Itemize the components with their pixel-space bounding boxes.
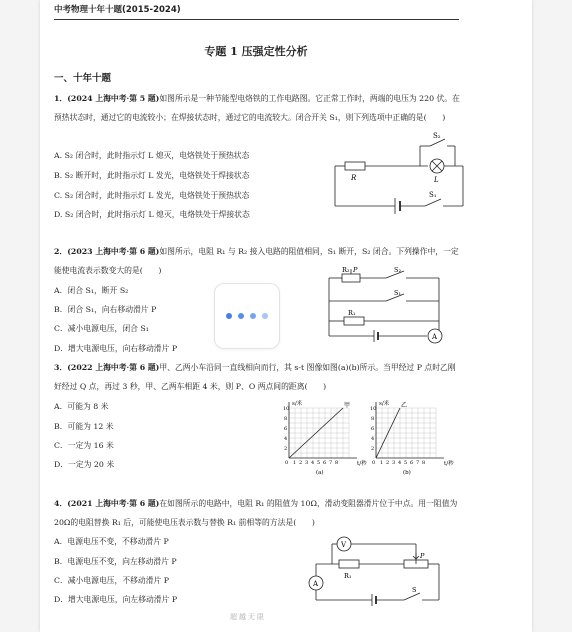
- svg-text:6: 6: [284, 426, 288, 432]
- svg-text:6: 6: [323, 460, 327, 466]
- svg-text:0: 0: [372, 460, 376, 466]
- loading-dot-1: [226, 313, 232, 319]
- q3b-series-label: 乙: [401, 402, 408, 409]
- question-1-option-c: C. S₂ 闭合时，此时指示灯 L 发光，电烙铁处于预热状态: [54, 191, 250, 200]
- svg-text:4: 4: [371, 436, 375, 442]
- svg-text:7: 7: [329, 460, 333, 466]
- loading-dot-3: [250, 313, 256, 319]
- svg-text:2: 2: [371, 446, 375, 452]
- svg-text:2: 2: [284, 446, 288, 452]
- q1-label-s2: S₂: [433, 132, 441, 140]
- question-1-option-b: B. S₂ 断开时，此时指示灯 L 发光，电烙铁处于焊接状态: [54, 171, 250, 180]
- question-1-text: 如图所示是一种节能型电烙铁的工作电路图。它正常工作时，两端的电压为 220 伏。在预热状态时，通过它的电流较小；在焊接状态时，通过它的电流较大。闭合开关 S₁，则下列选项中正确的是( ): [54, 94, 460, 122]
- q4-label-ammeter: A: [313, 580, 319, 588]
- question-3-stem: [54, 358, 460, 396]
- q2-label-s1: S₁: [394, 289, 402, 297]
- q2-label-r1: R₁: [348, 309, 356, 317]
- question-3-graph-a: [283, 396, 376, 478]
- svg-text:8: 8: [335, 460, 339, 466]
- svg-text:4: 4: [398, 460, 402, 466]
- topic-title: 专题 1 压强定性分析: [204, 45, 308, 58]
- loading-dot-4: [262, 313, 268, 319]
- question-3-option-c: C．一定为 16 米: [54, 441, 114, 450]
- q4-label-s: S: [412, 586, 417, 594]
- q4-label-p: P: [420, 552, 425, 560]
- question-4-text: 在如图所示的电路中，电阻 R₁ 的阻值为 10Ω，滑动变阻器滑片位于中点。用一阻值为 20Ω的电阻替换 R₁ 后，可能使电压表示数与替换 R₁ 前相等的方法是( ): [54, 499, 458, 527]
- running-header: 中考物理十年十题(2015-2024): [54, 5, 181, 15]
- question-3-text: 甲、乙两小车沿同一直线相向而行，其 s-t 图像如图(a)(b)所示。当甲经过 P 点时乙刚好经过 Q 点，再过 3 秒，甲、乙两车相距 4 米，则 P、O 两点间的距离( ): [54, 363, 456, 391]
- svg-text:4: 4: [284, 436, 288, 442]
- question-1-circuit-diagram: [315, 128, 465, 214]
- q3b-ylabel: s/米: [379, 401, 390, 407]
- svg-text:8: 8: [371, 416, 375, 422]
- q3b-caption: (b): [403, 470, 411, 476]
- q3a-xlabel: t/秒: [357, 461, 367, 467]
- q1-label-l: L: [434, 176, 439, 184]
- q1-label-s1: S₁: [429, 191, 437, 199]
- question-2-option-a: A．闭合 S₁，断开 S₂: [54, 286, 129, 295]
- question-1-option-d: D. S₂ 闭合时，此时指示灯 L 熄灭，电烙铁处于焊接状态: [54, 210, 250, 219]
- question-2-text: 如图所示，电阻 R₁ 与 R₂ 接入电路的阻值相同，S₁ 断开，S₂ 闭合。下列操作中，一定能使电流表示数变大的是( ): [54, 247, 459, 275]
- svg-text:1: 1: [380, 460, 384, 466]
- q3b-xlabel: t/秒: [444, 461, 454, 467]
- q4-label-r1: R₁: [344, 572, 352, 580]
- q2-label-p: P: [353, 266, 358, 274]
- svg-text:10: 10: [283, 406, 290, 412]
- svg-text:2: 2: [299, 460, 303, 466]
- question-2-option-c: C．减小电源电压，闭合 S₁: [54, 324, 149, 333]
- svg-text:1: 1: [293, 460, 297, 466]
- svg-text:3: 3: [305, 460, 309, 466]
- svg-text:3: 3: [392, 460, 396, 466]
- section-heading: 一、十年十题: [54, 73, 112, 84]
- question-3-tag: 3．(2022 上海中考·第 6 题): [54, 363, 160, 372]
- q1-label-r: R: [351, 174, 357, 182]
- svg-text:5: 5: [317, 460, 321, 466]
- question-3-option-d: D．一定为 20 米: [54, 460, 115, 469]
- question-3-option-a: A．可能为 8 米: [54, 402, 109, 411]
- svg-text:4: 4: [311, 460, 315, 466]
- watermark: 超越无限: [230, 613, 266, 621]
- question-4-option-a: A．电源电压不变，不移动滑片 P: [54, 537, 169, 546]
- question-4-option-d: D．增大电源电压，向左移动滑片 P: [54, 595, 178, 604]
- q2-label-ammeter: A: [432, 333, 438, 341]
- question-4-circuit-diagram: [304, 536, 454, 608]
- svg-text:6: 6: [371, 426, 375, 432]
- document-page: [40, 0, 532, 632]
- question-1-tag: 1．(2024 上海中考·第 5 题): [54, 94, 160, 103]
- question-4-option-c: C．减小电源电压，不移动滑片 P: [54, 576, 170, 585]
- question-3-graph-b: [370, 396, 460, 478]
- question-4-stem: [54, 494, 460, 532]
- q2-label-s2: S₂: [394, 266, 402, 274]
- question-4-option-b: B．电源电压不变，向左移动滑片 P: [54, 557, 177, 566]
- svg-text:8: 8: [284, 416, 288, 422]
- svg-text:0: 0: [285, 460, 289, 466]
- question-2-option-d: D．增大电源电压，向右移动滑片 P: [54, 344, 178, 353]
- svg-text:5: 5: [404, 460, 408, 466]
- q3a-series-label: 甲: [344, 402, 351, 409]
- question-2-circuit-diagram: [324, 266, 444, 346]
- q3a-ylabel: s/米: [292, 401, 303, 407]
- svg-text:2: 2: [386, 460, 390, 466]
- loading-dot-2: [238, 313, 244, 319]
- question-1-stem: [54, 89, 460, 127]
- question-2-option-b: B．闭合 S₁，向右移动滑片 P: [54, 305, 157, 314]
- q4-label-voltmeter: V: [341, 541, 347, 549]
- loading-indicator: [215, 284, 279, 348]
- svg-text:10: 10: [370, 406, 377, 412]
- q3a-caption: (a): [316, 470, 324, 476]
- q2-label-r2: R₂: [342, 266, 350, 274]
- question-1-option-a: A. S₂ 闭合时，此时指示灯 L 熄灭，电烙铁处于预热状态: [54, 151, 250, 160]
- question-3-option-b: B．可能为 12 米: [54, 422, 114, 431]
- svg-text:7: 7: [416, 460, 420, 466]
- question-4-tag: 4．(2021 上海中考·第 6 题): [54, 499, 160, 508]
- svg-text:8: 8: [422, 460, 426, 466]
- header-rule: [54, 19, 459, 20]
- svg-text:6: 6: [410, 460, 414, 466]
- question-2-tag: 2．(2023 上海中考·第 6 题): [54, 247, 160, 256]
